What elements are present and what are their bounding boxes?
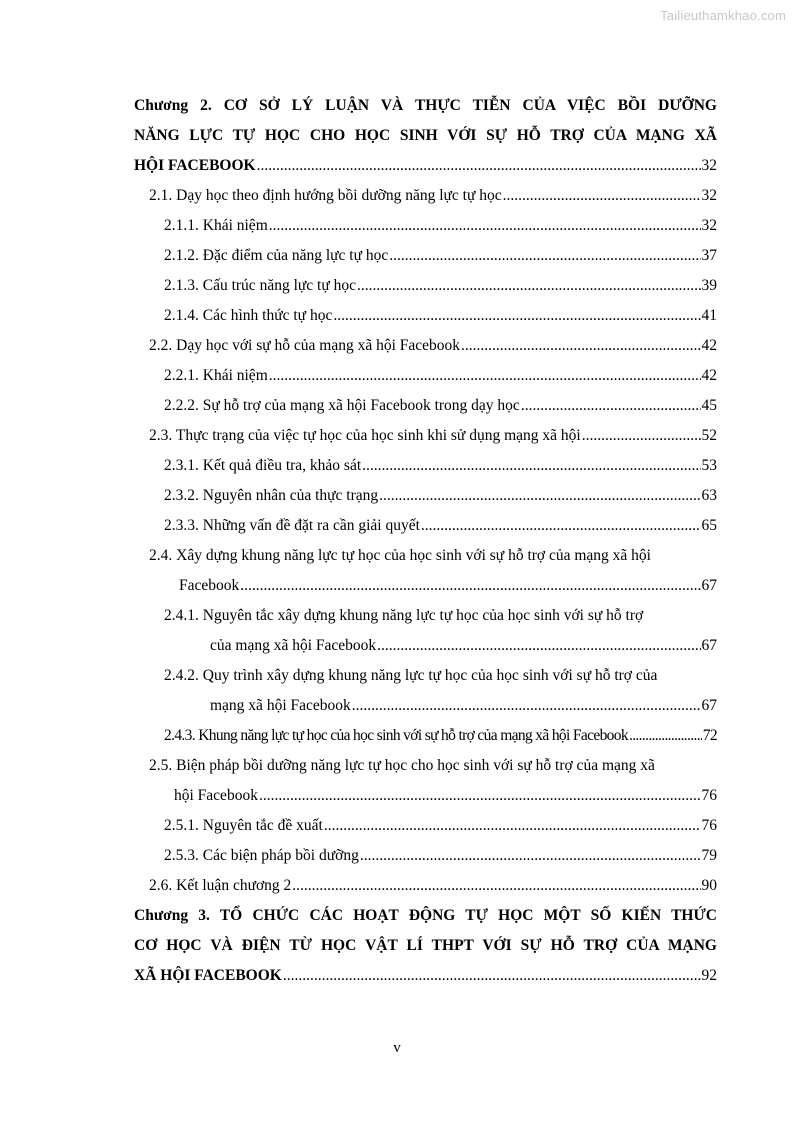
page-number: v [393,1040,401,1056]
toc-entry-2-5-line-2[interactable] [134,781,717,811]
toc-leader-dots [461,331,700,361]
toc-leader-dots [360,841,701,871]
toc-page-number: 72 [702,727,717,744]
toc-leader-dots [362,451,700,481]
toc-chapter-2-line-3[interactable] [134,151,717,181]
toc-page-number: 76 [701,787,717,804]
toc-page-number: 41 [701,307,717,324]
toc-entry-title: 2.1.2. Đặc điểm của năng lực tự học [164,247,389,264]
toc-page-number: 45 [701,397,717,414]
toc-entry-2-5-line-1[interactable] [134,751,717,781]
toc-page-number: 32 [701,217,717,234]
toc-entry-title: 2.2.1. Khái niệm [164,367,268,384]
toc-leader-dots [257,151,701,181]
toc-entry-title: 2.4.1. Nguyên tắc xây dựng khung năng lực tự học của học sinh với sự hỗ trợ [164,607,644,624]
toc-page-number: 90 [701,877,717,894]
toc-leader-dots [292,871,700,901]
toc-entry-2-2-2[interactable] [134,391,717,421]
toc-entry-2-1-1[interactable] [134,211,717,241]
toc-entry-title: 2.5. Biện pháp bồi dưỡng năng lực tự học cho học sinh với sự hỗ trợ của mạng xã [149,757,655,774]
toc-entry-title: 2.3. Thực trạng của việc tự học của học sinh khi sử dụng mạng xã hội [149,427,581,444]
toc-page-number: 42 [701,337,717,354]
toc-chapter-2-line-2[interactable] [134,121,717,151]
toc-entry-title: 2.4.3. Khung năng lực tự học của học sinh với sự hỗ trợ của mạng xã hội Facebook [164,727,628,744]
toc-entry-2-4-line-2[interactable] [134,571,717,601]
toc-leader-dots [357,271,701,301]
toc-entry-title: 2.3.3. Những vấn đề đặt ra cần giải quyết [164,517,420,534]
toc-entry-2-2-1[interactable] [134,361,717,391]
toc-entry-2-1-3[interactable] [134,271,717,301]
toc-entry-title: Facebook [179,577,240,594]
toc-entry-title: hội Facebook [174,787,258,804]
toc-page-number: 37 [701,247,717,264]
toc-page-number: 39 [701,277,717,294]
toc-page-number: 79 [701,847,717,864]
watermark: Tailieuthamkhao.com [660,8,786,23]
toc-entry-title: 2.6. Kết luận chương 2 [149,877,292,894]
toc-entry-2-1[interactable] [134,181,717,211]
toc-chapter-3-line-2[interactable] [134,931,717,961]
toc-entry-2-6[interactable] [134,871,717,901]
toc-entry-title: 2.2.2. Sự hỗ trợ của mạng xã hội Facebook trong dạy học [164,397,520,414]
toc-entry-2-3-2[interactable] [134,481,717,511]
toc-chapter-3-line-3[interactable] [134,961,717,991]
toc-entry-title: 2.5.1. Nguyên tắc đề xuất [164,817,323,834]
toc-entry-title: XÃ HỘI FACEBOOK [134,967,282,984]
toc-page-number: 67 [701,637,717,654]
toc-leader-dots [503,181,701,211]
toc-entry-title: của mạng xã hội Facebook [210,637,377,654]
toc-entry-2-4-3[interactable] [134,721,717,751]
toc-entry-title: mạng xã hội Facebook [210,697,351,714]
toc-entry-title: 2.3.2. Nguyên nhân của thực trạng [164,487,379,504]
toc-chapter-2-line-1[interactable] [134,91,717,121]
toc-entry-2-1-4[interactable] [134,301,717,331]
toc-page-number: 76 [701,817,717,834]
toc-entry-2-4-2-line-2[interactable] [134,691,717,721]
toc-entry-title: 2.4. Xây dựng khung năng lực tự học của học sinh với sự hỗ trợ của mạng xã hội [149,547,651,564]
toc-leader-dots [582,421,701,451]
toc-entry-2-3[interactable] [134,421,717,451]
toc-entry-2-1-2[interactable] [134,241,717,271]
toc-chapter-3-line-1[interactable] [134,901,717,931]
toc-leader-dots [379,481,700,511]
toc-page-number: 32 [701,187,717,204]
toc-entry-title: 2.1.4. Các hình thức tự học [164,307,333,324]
toc-entry-2-4-2-line-1[interactable] [134,661,717,691]
toc-page-number: 42 [701,367,717,384]
toc-entry-title: 2.3.1. Kết quả điều tra, khảo sát [164,457,362,474]
toc-leader-dots [377,631,700,661]
toc-page-number: 52 [701,427,717,444]
toc-leader-dots [259,781,701,811]
toc-entry-2-3-3[interactable] [134,511,717,541]
toc-entry-2-3-1[interactable] [134,451,717,481]
toc-leader-dots [240,571,700,601]
toc-entry-title: Chương 3. TỔ CHỨC CÁC HOẠT ĐỘNG TỰ HỌC MỘT SỐ KIẾN THỨC [134,907,717,924]
toc-leader-dots [352,691,701,721]
toc-entry-2-2[interactable] [134,331,717,361]
toc-leader-dots [324,811,701,841]
toc-leader-dots [521,391,701,421]
toc-leader-dots [269,211,701,241]
toc-page-number: 53 [701,457,717,474]
toc-entry-2-4-1-line-2[interactable] [134,631,717,661]
toc-page-number: 67 [701,697,717,714]
toc-leader-dots [333,301,700,331]
toc-leader-dots [421,511,701,541]
toc-entry-title: 2.2. Dạy học với sự hỗ của mạng xã hội Facebook [149,337,461,354]
toc-entry-title: 2.5.3. Các biện pháp bồi dưỡng [164,847,359,864]
toc-entry-title: 2.4.2. Quy trình xây dựng khung năng lực tự học của học sinh với sự hỗ trợ của [164,667,658,684]
toc-entry-title: 2.1. Dạy học theo định hướng bồi dưỡng năng lực tự học [149,187,502,204]
toc-page-number: 65 [701,517,717,534]
toc-page-number: 32 [701,157,717,174]
toc-entry-title: CƠ HỌC VÀ ĐIỆN TỪ HỌC VẬT LÍ THPT VỚI SỰ HỖ TRỢ CỦA MẠNG [134,937,717,954]
toc-leader-dots [629,721,702,751]
toc-page-number: 92 [701,967,717,984]
toc-entry-title: NĂNG LỰC TỰ HỌC CHO HỌC SINH VỚI SỰ HỖ TRỢ CỦA MẠNG XÃ [134,127,717,144]
toc-entry-2-4-line-1[interactable] [134,541,717,571]
toc-page-number: 63 [701,487,717,504]
toc-entry-title: 2.1.3. Cấu trúc năng lực tự học [164,277,356,294]
table-of-contents [134,91,717,991]
toc-entry-title: HỘI FACEBOOK [134,157,256,174]
toc-leader-dots [283,961,701,991]
toc-entry-title: 2.1.1. Khái niệm [164,217,268,234]
toc-leader-dots [269,361,701,391]
toc-entry-2-5-1[interactable] [134,811,717,841]
toc-page-number: 67 [701,577,717,594]
toc-entry-title: Chương 2. CƠ SỞ LÝ LUẬN VÀ THỰC TIỄN CỦA VIỆC BỒI DƯỠNG [134,97,717,114]
toc-leader-dots [389,241,700,271]
toc-entry-2-5-3[interactable] [134,841,717,871]
toc-entry-2-4-1-line-1[interactable] [134,601,717,631]
